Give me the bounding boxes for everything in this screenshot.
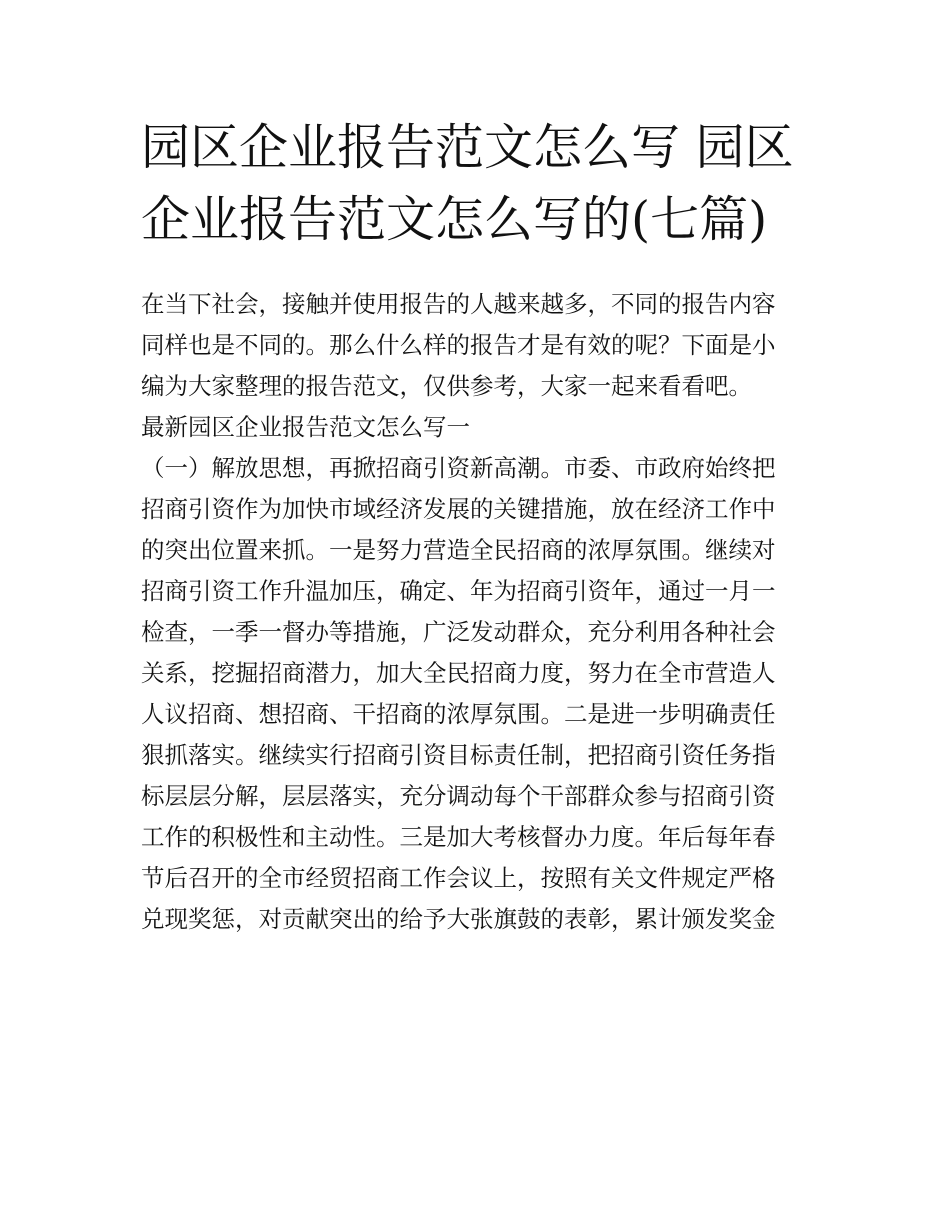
paragraph-line-6: 关系，挖掘招商潜力，加大全民招商力度，努力在全市营造人 — [141, 659, 776, 687]
document-title — [141, 112, 811, 256]
paragraph-line-4: 招商引资工作升温加压，确定、年为招商引资年，通过一月一 — [141, 577, 776, 605]
document-content — [141, 112, 811, 940]
intro-line-1: 在当下社会，接触并使用报告的人越来越多，不同的报告内容 — [141, 290, 776, 318]
paragraph-line-1: （一）解放思想，再掀招商引资新高潮。市委、市政府始终把 — [141, 454, 776, 482]
paragraph-line-3: 的突出位置来抓。一是努力营造全民招商的浓厚氛围。继续对 — [141, 536, 776, 564]
paragraph-line-7: 人议招商、想招商、干招商的浓厚氛围。二是进一步明确责任 — [141, 700, 776, 728]
paragraph-line-8: 狠抓落实。继续实行招商引资目标责任制，把招商引资任务指 — [141, 741, 776, 769]
section-heading: 最新园区企业报告范文怎么写一 — [141, 413, 470, 441]
title-line-1: 园区企业报告范文怎么写 园区 — [141, 119, 794, 176]
paragraph-line-12: 兑现奖惩，对贡献突出的给予大张旗鼓的表彰，累计颁发奖金 — [141, 905, 776, 933]
paragraph-line-2: 招商引资作为加快市域经济发展的关键措施，放在经济工作中 — [141, 495, 776, 523]
paragraph-line-5: 检查，一季一督办等措施，广泛发动群众，充分利用各种社会 — [141, 618, 776, 646]
document-body — [141, 284, 811, 940]
title-line-2: 企业报告范文怎么写的(七篇) — [141, 191, 768, 248]
paragraph-line-9: 标层层分解，层层落实，充分调动每个干部群众参与招商引资 — [141, 782, 776, 810]
intro-line-2: 同样也是不同的。那么什么样的报告才是有效的呢？下面是小 — [141, 331, 776, 359]
paragraph-line-11: 节后召开的全市经贸招商工作会议上，按照有关文件规定严格 — [141, 864, 776, 892]
paragraph-line-10: 工作的积极性和主动性。三是加大考核督办力度。年后每年春 — [141, 823, 776, 851]
intro-line-3: 编为大家整理的报告范文，仅供参考，大家一起来看看吧。 — [141, 372, 752, 400]
